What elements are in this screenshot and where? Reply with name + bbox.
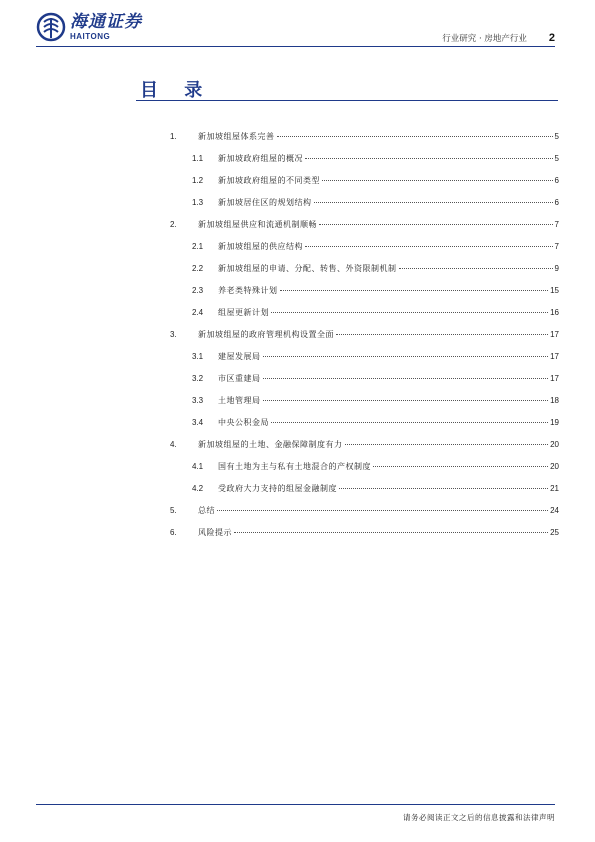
toc-entry[interactable] <box>170 153 559 175</box>
toc-dot-leader <box>280 290 549 291</box>
toc-entry[interactable] <box>170 439 559 461</box>
toc-entry-page: 7 <box>554 220 559 229</box>
toc-entry-number: 1. <box>170 132 177 141</box>
toc-dot-leader <box>271 312 548 313</box>
toc-entry-number: 2.4 <box>192 308 204 317</box>
toc-entry-number: 1.1 <box>192 154 204 163</box>
toc-entry[interactable] <box>170 395 559 417</box>
toc-entry-page: 6 <box>554 176 559 185</box>
toc-entry-title: 新加坡组屋供应和流通机制顺畅 <box>198 220 317 229</box>
toc-entry-page: 17 <box>550 330 559 339</box>
toc-entry-number: 2. <box>170 220 177 229</box>
toc-entry-page: 7 <box>554 242 559 251</box>
toc-entry-number: 2.2 <box>192 264 204 273</box>
toc-entry-number: 3.2 <box>192 374 204 383</box>
toc-entry-number: 3.3 <box>192 396 204 405</box>
toc-entry[interactable] <box>170 373 559 395</box>
toc-entry[interactable] <box>170 175 559 197</box>
toc-entry[interactable] <box>170 527 559 549</box>
toc-entry-number: 5. <box>170 506 177 515</box>
toc-dot-leader <box>399 268 553 269</box>
report-category: 行业研究 · 房地产行业 <box>442 34 527 44</box>
toc-entry-title: 组屋更新计划 <box>218 308 269 317</box>
haitong-logo-icon <box>36 12 66 42</box>
toc-dot-leader <box>339 488 548 489</box>
toc-entry-title: 新加坡政府组屋的概况 <box>218 154 303 163</box>
toc-entry-page: 9 <box>554 264 559 273</box>
toc-entry[interactable] <box>170 461 559 483</box>
toc-entry-page: 5 <box>554 132 559 141</box>
toc-entry-title: 新加坡组屋的土地、金融保障制度有力 <box>198 440 343 449</box>
toc-entry-title: 国有土地为主与私有土地混合的产权制度 <box>218 462 371 471</box>
toc-entry-page: 19 <box>550 418 559 427</box>
toc-dot-leader <box>271 422 548 423</box>
toc-entry[interactable] <box>170 329 559 351</box>
toc-dot-leader <box>336 334 548 335</box>
toc-entry-number: 6. <box>170 528 177 537</box>
toc-entry-page: 17 <box>550 374 559 383</box>
toc-entry[interactable] <box>170 417 559 439</box>
table-of-contents <box>170 131 559 549</box>
toc-entry-number: 1.3 <box>192 198 204 207</box>
toc-entry-title: 风险提示 <box>198 528 232 537</box>
header-divider <box>36 46 555 47</box>
toc-entry[interactable] <box>170 241 559 263</box>
toc-entry-page: 25 <box>550 528 559 537</box>
toc-entry-page: 17 <box>550 352 559 361</box>
toc-entry-number: 2.1 <box>192 242 204 251</box>
toc-dot-leader <box>263 400 549 401</box>
toc-entry-number: 4.2 <box>192 484 204 493</box>
toc-entry-title: 新加坡组屋的供应结构 <box>218 242 303 251</box>
toc-entry-title: 土地管理局 <box>218 396 261 405</box>
toc-entry-number: 3.1 <box>192 352 204 361</box>
toc-dot-leader <box>234 532 548 533</box>
toc-entry-title: 新加坡组屋的政府管理机构设置全面 <box>198 330 334 339</box>
toc-entry-page: 16 <box>550 308 559 317</box>
toc-entry-page: 21 <box>550 484 559 493</box>
toc-entry-title: 养老类特殊计划 <box>218 286 278 295</box>
haitong-logo <box>36 12 142 42</box>
toc-entry-page: 5 <box>554 154 559 163</box>
toc-entry-number: 1.2 <box>192 176 204 185</box>
logo-english-name: HAITONG <box>70 31 111 41</box>
toc-entry-number: 2.3 <box>192 286 204 295</box>
toc-entry-title: 新加坡组屋体系完善 <box>198 132 275 141</box>
toc-entry[interactable] <box>170 263 559 285</box>
footer-divider <box>36 804 555 805</box>
toc-entry-page: 20 <box>550 440 559 449</box>
toc-dot-leader <box>305 246 553 247</box>
toc-heading-divider <box>136 100 558 101</box>
toc-dot-leader <box>314 202 553 203</box>
toc-entry[interactable] <box>170 505 559 527</box>
toc-entry-title: 总结 <box>198 506 215 515</box>
toc-entry-title: 市区重建局 <box>218 374 261 383</box>
toc-entry-title: 新加坡政府组屋的不同类型 <box>218 176 320 185</box>
toc-entry-title: 建屋发展局 <box>218 352 261 361</box>
toc-dot-leader <box>305 158 553 159</box>
toc-entry-title: 受政府大力支持的组屋金融制度 <box>218 484 337 493</box>
toc-entry-title: 新加坡居住区的规划结构 <box>218 198 312 207</box>
toc-entry-page: 15 <box>550 286 559 295</box>
toc-entry-title: 新加坡组屋的申请、分配、转售、外资限制机制 <box>218 264 397 273</box>
toc-entry[interactable] <box>170 197 559 219</box>
toc-entry[interactable] <box>170 307 559 329</box>
toc-dot-leader <box>263 378 549 379</box>
toc-entry[interactable] <box>170 483 559 505</box>
toc-entry[interactable] <box>170 285 559 307</box>
page-number: 2 <box>548 32 555 44</box>
toc-heading: 目 录 <box>140 80 213 101</box>
toc-dot-leader <box>263 356 549 357</box>
toc-entry[interactable] <box>170 351 559 373</box>
toc-entry-page: 20 <box>550 462 559 471</box>
page-header <box>0 0 595 56</box>
toc-dot-leader <box>345 444 549 445</box>
toc-entry[interactable] <box>170 131 559 153</box>
toc-dot-leader <box>277 136 553 137</box>
toc-entry-number: 3. <box>170 330 177 339</box>
toc-dot-leader <box>322 180 553 181</box>
toc-entry-number: 4.1 <box>192 462 204 471</box>
toc-entry-page: 24 <box>550 506 559 515</box>
toc-entry-page: 6 <box>554 198 559 207</box>
footer-disclaimer: 请务必阅读正文之后的信息披露和法律声明 <box>403 813 555 822</box>
toc-entry-number: 4. <box>170 440 177 449</box>
toc-dot-leader <box>217 510 548 511</box>
toc-entry-number: 3.4 <box>192 418 204 427</box>
toc-dot-leader <box>373 466 548 467</box>
toc-entry[interactable] <box>170 219 559 241</box>
toc-entry-title: 中央公积金局 <box>218 418 269 427</box>
toc-dot-leader <box>319 224 553 225</box>
toc-entry-page: 18 <box>550 396 559 405</box>
logo-chinese-name: 海通证券 <box>70 11 142 32</box>
